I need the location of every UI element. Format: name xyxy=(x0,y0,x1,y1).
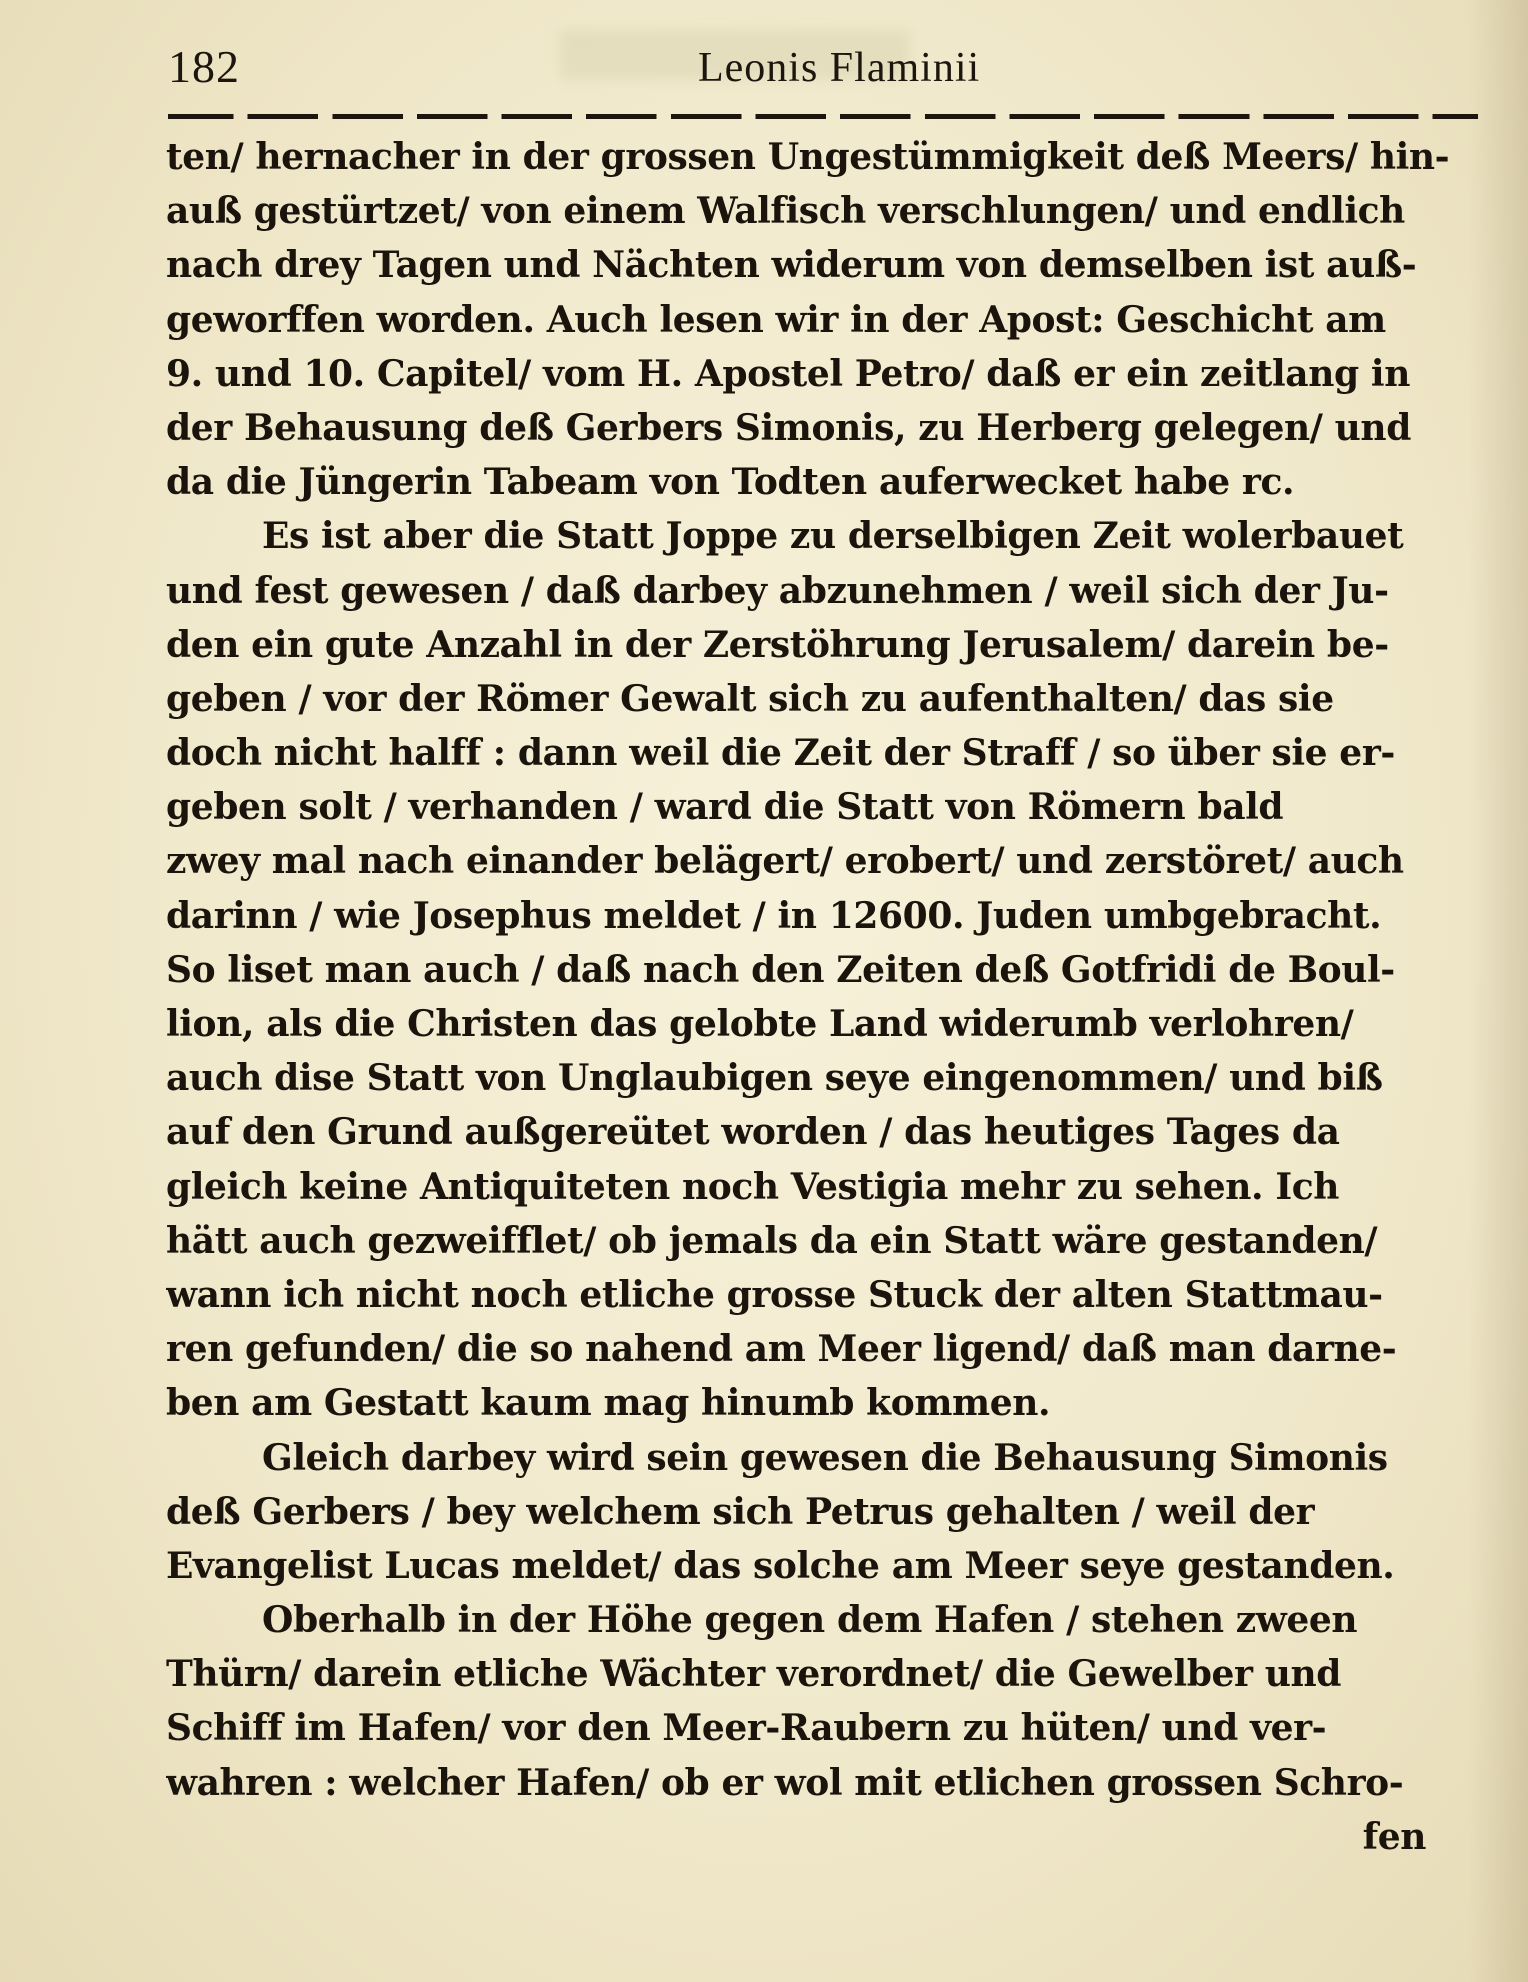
text-line: wahren : welcher Hafen/ ob er wol mit etlichen grossen Schro- xyxy=(166,1761,1404,1804)
text-line: Evangelist Lucas meldet/ das solche am Meer seye gestanden. xyxy=(166,1544,1395,1587)
text-line: doch nicht halff : dann weil die Zeit der Straff / so über sie er- xyxy=(166,732,1395,775)
text-line: Schiff im Hafen/ vor den Meer-Raubern zu hüten/ und ver- xyxy=(166,1707,1327,1750)
text-line: ben am Gestatt kaum mag hinumb kommen. xyxy=(166,1382,1051,1425)
text-line: der Behausung deß Gerbers Simonis, zu Herberg gelegen/ und xyxy=(166,406,1411,449)
text-line: darinn / wie Josephus meldet / in 12600. Juden umbgebracht. xyxy=(166,894,1382,937)
text-line: So liset man auch / daß nach den Zeiten deß Gotfridi de Boul- xyxy=(166,948,1395,991)
text-line: lion, als die Christen das gelobte Land widerumb verlohren/ xyxy=(166,1003,1354,1045)
paragraph-start-line: Gleich darbey wird sein gewesen die Behausung Simonis xyxy=(262,1436,1388,1479)
catchword: fen xyxy=(1362,1815,1426,1858)
text-line: wann ich nicht noch etliche grosse Stuck der alten Stattmau- xyxy=(166,1273,1383,1316)
text-line: auf den Grund außgereütet worden / das heutiges Tages da xyxy=(166,1111,1340,1154)
text-line: auch dise Statt von Unglaubigen seye eingenommen/ und biß xyxy=(166,1057,1383,1100)
text-line: ren gefunden/ die so nahend am Meer ligend/ daß man darne- xyxy=(166,1328,1397,1371)
text-line: geben solt / verhanden / ward die Statt von Römern bald xyxy=(166,786,1284,829)
page-edge-shadow xyxy=(1468,0,1528,1982)
paragraph-start-line: Oberhalb in der Höhe gegen dem Hafen / stehen zween xyxy=(262,1599,1358,1642)
page-number: 182 xyxy=(168,41,240,92)
text-line: gleich keine Antiquiteten noch Vestigia mehr zu sehen. Ich xyxy=(166,1165,1340,1208)
text-line: Thürn/ darein etliche Wächter verordnet/ die Gewelber und xyxy=(166,1653,1342,1696)
text-line: da die Jüngerin Tabeam von Todten auferwecket habe rc. xyxy=(166,461,1295,504)
text-line: deß Gerbers / bey welchem sich Petrus gehalten / weil der xyxy=(166,1490,1315,1533)
page-header xyxy=(168,40,1468,100)
text-line: ten/ hernacher in der grossen Ungestümmigkeit deß Meers/ hin- xyxy=(166,136,1450,178)
text-line: nach drey Tagen und Nächten widerum von demselben ist auß- xyxy=(166,244,1417,287)
paragraph-start-line: Es ist aber die Statt Joppe zu derselbigen Zeit wolerbauet xyxy=(262,515,1404,558)
text-line: auß gestürtzet/ von einem Walfisch verschlungen/ und endlich xyxy=(166,190,1405,233)
text-line: zwey mal nach einander belägert/ erobert/ und zerstöret/ auch xyxy=(166,840,1404,883)
text-line: geben / vor der Römer Gewalt sich zu aufenthalten/ das sie xyxy=(166,677,1334,720)
text-line: hätt auch gezweifflet/ ob jemals da ein Statt wäre gestanden/ xyxy=(166,1219,1378,1262)
running-head: Leonis Flaminii xyxy=(698,45,981,91)
text-line: den ein gute Anzahl in der Zerstöhrung Jerusalem/ darein be- xyxy=(166,623,1389,666)
text-line: 9. und 10. Capitel/ vom H. Apostel Petro/ daß er ein zeitlang in xyxy=(166,352,1410,395)
text-line: geworffen worden. Auch lesen wir in der Apost: Geschicht am xyxy=(166,298,1386,341)
header-rule xyxy=(168,114,1478,119)
text-line: und fest gewesen / daß darbey abzunehmen / weil sich der Ju- xyxy=(166,569,1389,612)
body-text xyxy=(166,130,1476,1864)
